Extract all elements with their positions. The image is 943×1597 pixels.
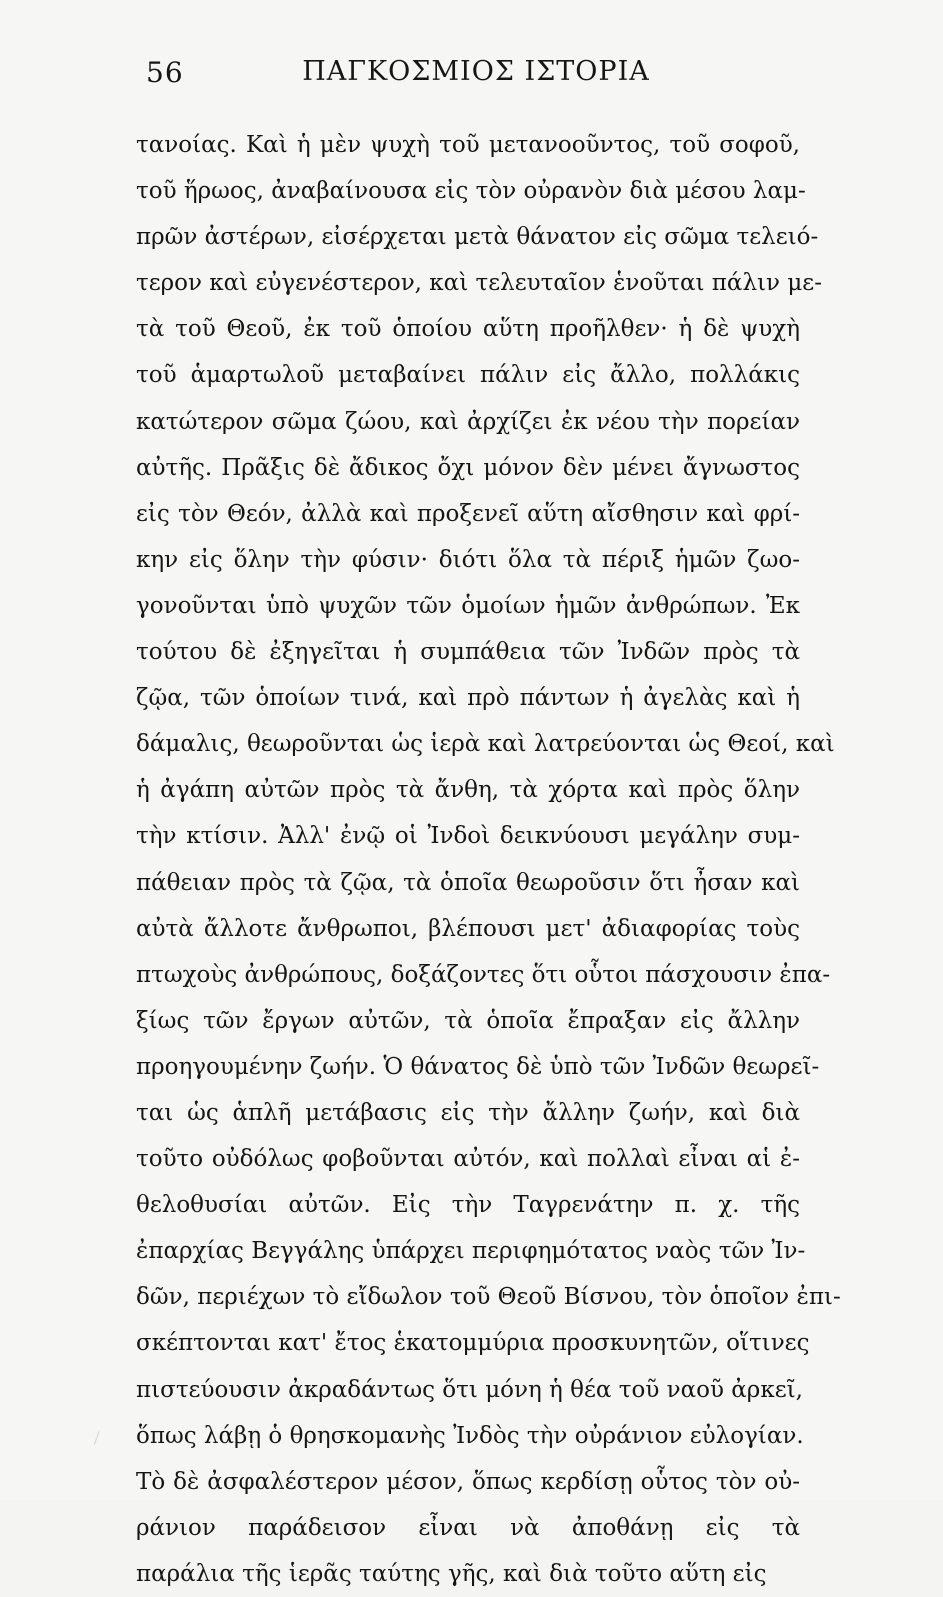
text-line: πάθειαν πρὸς τὰ ζῷα, τὰ ὁποῖα θεωροῦσιν ὅτι ἦσαν καὶ <box>136 869 800 896</box>
text-line: πιστεύουσιν ἀκραδάντως ὅτι μόνη ἡ θέα τοῦ ναοῦ ἀρκεῖ, <box>136 1376 803 1403</box>
running-title: ΠΑΓΚΟΣΜΙΟΣ ΙΣΤΟΡΙΑ <box>302 56 650 87</box>
text-line: αὐτὰ ἄλλοτε ἄνθρωποι, βλέπουσι μετ' ἀδιαφορίας τοὺς <box>136 915 800 942</box>
text-line: ἐπαρχίας Βεγγάλης ὑπάρχει περιφημότατος ναὸς τῶν Ἰν- <box>136 1238 806 1265</box>
text-line: παράλια τῆς ἱερᾶς ταύτης γῆς, καὶ διὰ τοῦτο αὕτη εἰς <box>136 1560 767 1587</box>
text-line: ται ὡς ἁπλῆ μετάβασις εἰς τὴν ἄλλην ζωήν, καὶ διὰ <box>136 1099 800 1126</box>
text-line: ἡ ἀγάπη αὐτῶν πρὸς τὰ ἄνθη, τὰ χόρτα καὶ πρὸς ὅλην <box>136 777 800 804</box>
ink-mark <box>94 1431 105 1447</box>
text-line: ράνιον παράδεισον εἶναι νὰ ἀποθάνῃ εἰς τὰ <box>136 1514 800 1541</box>
text-line: τανοίας. Καὶ ἡ μὲν ψυχὴ τοῦ μετανοοῦντος, τοῦ σοφοῦ, <box>136 132 800 158</box>
text-line: τὴν κτίσιν. Ἀλλ' ἐνῷ οἱ Ἰνδοὶ δεικνύουσι μεγάλην συμ- <box>136 823 800 850</box>
body-text <box>136 122 841 1597</box>
text-line: τερον καὶ εὐγενέστερον, καὶ τελευταῖον ἑνοῦται πάλιν με- <box>136 270 822 297</box>
text-line: σκέπτονται κατ' ἔτος ἑκατομμύρια προσκυνητῶν, οἵτινες <box>136 1330 810 1357</box>
text-line: ξίως τῶν ἔργων αὐτῶν, τὰ ὁποῖα ἔπραξαν εἰς ἄλλην <box>136 1007 800 1034</box>
text-line: τοῦτο οὐδόλως φοβοῦνται αὐτόν, καὶ πολλαὶ εἶναι αἱ ἐ- <box>136 1146 800 1173</box>
text-line: ζῷα, τῶν ὁποίων τινά, καὶ πρὸ πάντων ἡ ἀγελὰς καὶ ἡ <box>136 685 800 712</box>
text-line: κην εἰς ὅλην τὴν φύσιν· διότι ὅλα τὰ πέριξ ἡμῶν ζωο- <box>136 546 800 573</box>
text-line: κατώτερον σῶμα ζώου, καὶ ἀρχίζει ἐκ νέου τὴν πορείαν <box>136 408 800 435</box>
page-number: 56 <box>146 56 184 89</box>
text-line: γονοῦνται ὑπὸ ψυχῶν τῶν ὁμοίων ἡμῶν ἀνθρώπων. Ἐκ <box>136 592 800 619</box>
text-line: αὐτῆς. Πρᾶξις δὲ ἄδικος ὄχι μόνον δὲν μένει ἄγνωστος <box>136 454 800 481</box>
page-header <box>146 56 806 96</box>
text-line: τοῦ ἁμαρτωλοῦ μεταβαίνει πάλιν εἰς ἄλλο, πολλάκις <box>136 362 800 389</box>
text-line: ὅπως λάβῃ ὁ θρησκομανὴς Ἰνδὸς τὴν οὐράνιον εὐλογίαν. <box>136 1422 804 1449</box>
text-line: δάμαλις, θεωροῦνται ὡς ἱερὰ καὶ λατρεύονται ὡς Θεοί, καὶ <box>136 731 835 758</box>
text-line: πτωχοὺς ἀνθρώπους, δοξάζοντες ὅτι οὗτοι πάσχουσιν ἐπα- <box>136 961 831 988</box>
text-line: Τὸ δὲ ἀσφαλέστερον μέσον, ὅπως κερδίσῃ οὗτος τὸν οὐ- <box>136 1468 800 1495</box>
text-line: τοῦ ἥρωος, ἀναβαίνουσα εἰς τὸν οὐρανὸν διὰ μέσου λαμ- <box>136 178 806 205</box>
text-line: θελοθυσίαι αὐτῶν. Εἰς τὴν Ταγρενάτην π. χ. τῆς <box>136 1192 800 1219</box>
text-line: εἰς τὸν Θεόν, ἀλλὰ καὶ προξενεῖ αὕτη αἴσθησιν καὶ φρί- <box>136 500 800 527</box>
text-line: προηγουμένην ζωήν. Ὁ θάνατος δὲ ὑπὸ τῶν Ἰνδῶν θεωρεῖ- <box>136 1053 820 1080</box>
text-line: τούτου δὲ ἐξηγεῖται ἡ συμπάθεια τῶν Ἰνδῶν πρὸς τὰ <box>136 639 800 666</box>
text-line: τὰ τοῦ Θεοῦ, ἐκ τοῦ ὁποίου αὕτη προῆλθεν· ἡ δὲ ψυχὴ <box>136 316 800 343</box>
text-line: δῶν, περιέχων τὸ εἴδωλον τοῦ Θεοῦ Βίσνου, τὸν ὁποῖον ἐπι- <box>136 1284 841 1311</box>
text-line: πρῶν ἀστέρων, εἰσέρχεται μετὰ θάνατον εἰς σῶμα τελειό- <box>136 224 819 251</box>
